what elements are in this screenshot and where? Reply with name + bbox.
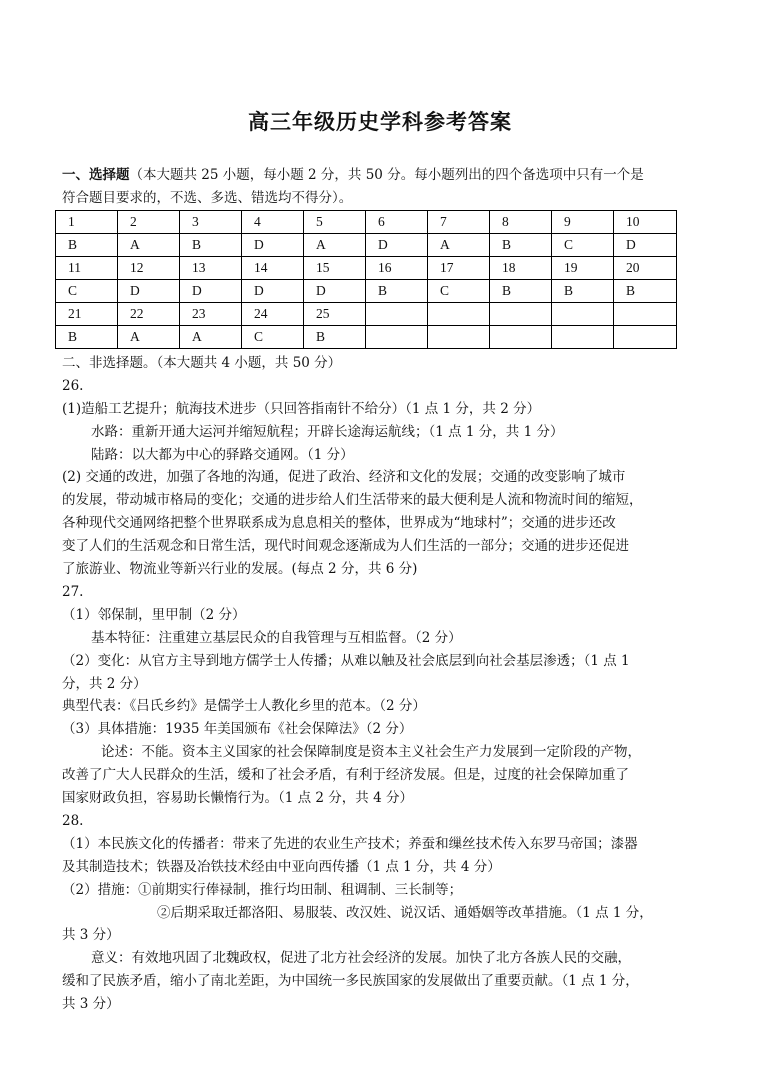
q27-line: 论述：不能。资本主义国家的社会保障制度是资本主义社会生产力发展到一定阶段的产物， [101, 744, 641, 760]
q28-line: （2）措施：①前期实行俸禄制，推行均田制、租调制、三长制等； [62, 882, 463, 898]
question-number-cell: 16 [366, 257, 428, 280]
question-number-cell: 6 [366, 211, 428, 234]
answer-cell: B [366, 280, 428, 303]
section1-line1 [62, 166, 644, 184]
question-number-cell: 3 [180, 211, 242, 234]
answer-row [56, 280, 677, 303]
answer-cell: C [56, 280, 118, 303]
section2-heading: 二、非选择题。（本大题共 4 小题，共 50 分） [62, 355, 342, 371]
answer-cell: A [118, 234, 180, 257]
q28-line: ②后期采取迁都洛阳、易服装、改汉姓、说汉话、通婚姻等改革措施。（1 点 1 分， [157, 905, 653, 921]
question-number-cell: 10 [614, 211, 677, 234]
answer-cell: D [118, 280, 180, 303]
q26-line: (2) 交通的改进，加强了各地的沟通，促进了政治、经济和文化的发展；交通的改变影响了城市 [62, 469, 626, 485]
question-number-cell: 5 [304, 211, 366, 234]
q28-line: 及其制造技术；铁器及冶铁技术经由中亚向西传播（1 点 1 分，共 4 分） [62, 859, 501, 875]
answer-cell: A [304, 234, 366, 257]
question-number-cell [366, 303, 428, 326]
q27-line: 典型代表：《吕氏乡约》是儒学士人教化乡里的范本。（2 分） [62, 698, 426, 714]
q27-line: 分，共 2 分） [62, 676, 147, 692]
q28-line: 共 3 分） [62, 996, 120, 1012]
question-number-cell [552, 303, 614, 326]
question-number-cell [428, 303, 490, 326]
question-number-row [56, 211, 677, 234]
q27-line: （2）变化：从官方主导到地方儒学士人传播；从难以触及社会底层到向社会基层渗透；（1 点 1 [62, 653, 630, 669]
question-number-cell: 12 [118, 257, 180, 280]
q26-line: 水路：重新开通大运河并缩短航程；开辟长途海运航线；（1 点 1 分，共 1 分） [91, 424, 564, 440]
question-number-cell: 14 [242, 257, 304, 280]
answer-cell: D [242, 234, 304, 257]
answer-cell: B [552, 280, 614, 303]
page-title: 高三年级历史学科参考答案 [248, 109, 512, 134]
answer-cell: B [56, 326, 118, 349]
q27-line: 国家财政负担，容易助长懒惰行为。（1 点 2 分，共 4 分） [62, 790, 413, 806]
answer-row [56, 326, 677, 349]
q28-line: （1）本民族文化的传播者：带来了先进的农业生产技术；养蚕和缫丝技术传入东罗马帝国；漆器 [62, 836, 638, 852]
q27-line: 基本特征：注重建立基层民众的自我管理与互相监督。（2 分） [91, 630, 462, 646]
q27-line: （1）邻保制，里甲制（2 分） [62, 607, 246, 623]
question-number-cell [490, 303, 552, 326]
answer-cell: C [242, 326, 304, 349]
question-number-cell: 11 [56, 257, 118, 280]
answer-cell: C [552, 234, 614, 257]
question-number-cell: 19 [552, 257, 614, 280]
q26-number: 26. [62, 378, 84, 394]
question-number-cell: 1 [56, 211, 118, 234]
question-number-cell: 7 [428, 211, 490, 234]
answer-cell: D [304, 280, 366, 303]
q26-line: 变了人们的生活观念和日常生活，现代时间观念逐渐成为人们生活的一部分；交通的进步还促进 [62, 538, 629, 554]
q27-line: （3）具体措施：1935 年美国颁布《社会保障法》（2 分） [62, 721, 413, 737]
question-number-row [56, 257, 677, 280]
answer-cell: B [490, 280, 552, 303]
answer-cell: D [180, 280, 242, 303]
question-number-cell: 17 [428, 257, 490, 280]
section1-line2: 符合题目要求的，不选、多选、错选均不得分）。 [62, 190, 353, 206]
answer-cell: D [366, 234, 428, 257]
question-number-cell: 9 [552, 211, 614, 234]
question-number-cell: 4 [242, 211, 304, 234]
answer-row [56, 234, 677, 257]
answer-cell [614, 326, 677, 349]
question-number-cell: 22 [118, 303, 180, 326]
question-number-cell [614, 303, 677, 326]
q26-line: (1)造船工艺提升；航海技术进步（只回答指南针不给分）（1 点 1 分，共 2 分） [62, 401, 541, 417]
question-number-row [56, 303, 677, 326]
question-number-cell: 23 [180, 303, 242, 326]
q28-line: 意义：有效地巩固了北魏政权，促进了北方社会经济的发展。加快了北方各族人民的交融， [91, 950, 631, 966]
answer-cell: C [428, 280, 490, 303]
answer-cell: A [118, 326, 180, 349]
answer-cell [428, 326, 490, 349]
answer-cell: B [180, 234, 242, 257]
question-number-cell: 21 [56, 303, 118, 326]
answer-table-body [56, 211, 677, 349]
question-number-cell: 8 [490, 211, 552, 234]
answer-cell: D [614, 234, 677, 257]
section1-heading: 一、选择题 [62, 167, 130, 183]
q28-line: 共 3 分） [62, 927, 120, 943]
answer-cell [366, 326, 428, 349]
q28-number: 28. [62, 813, 84, 829]
answer-cell: A [428, 234, 490, 257]
q26-line: 的发展，带动城市格局的变化；交通的进步给人们生活带来的最大便利是人流和物流时间的缩短， [62, 492, 643, 508]
q26-line: 各种现代交通网络把整个世界联系成为息息相关的整体，世界成为“地球村”；交通的进步还改 [62, 515, 616, 531]
q27-line: 改善了广大人民群众的生活，缓和了社会矛盾，有利于经济发展。但是，过度的社会保障加重了 [62, 767, 629, 783]
question-number-cell: 15 [304, 257, 366, 280]
answer-cell: D [242, 280, 304, 303]
question-number-cell: 2 [118, 211, 180, 234]
question-number-cell: 24 [242, 303, 304, 326]
question-number-cell: 13 [180, 257, 242, 280]
section1-instructions: （本大题共 25 小题，每小题 2 分，共 50 分。每小题列出的四个备选项中只有一个是 [129, 167, 644, 183]
answer-cell: B [56, 234, 118, 257]
answer-cell: A [180, 326, 242, 349]
q28-line: 缓和了民族矛盾，缩小了南北差距，为中国统一多民族国家的发展做出了重要贡献。（1 点 1 分， [62, 973, 639, 989]
question-number-cell: 20 [614, 257, 677, 280]
q27-number: 27. [62, 584, 84, 600]
answer-table [55, 210, 677, 349]
answer-cell [552, 326, 614, 349]
answer-cell [490, 326, 552, 349]
answer-cell: B [614, 280, 677, 303]
question-number-cell: 25 [304, 303, 366, 326]
answer-cell: B [304, 326, 366, 349]
q26-line: 陆路：以大都为中心的驿路交通网。（1 分） [91, 447, 354, 463]
question-number-cell: 18 [490, 257, 552, 280]
answer-cell: B [490, 234, 552, 257]
q26-line: 了旅游业、物流业等新兴行业的发展。(每点 2 分，共 6 分) [62, 561, 418, 577]
